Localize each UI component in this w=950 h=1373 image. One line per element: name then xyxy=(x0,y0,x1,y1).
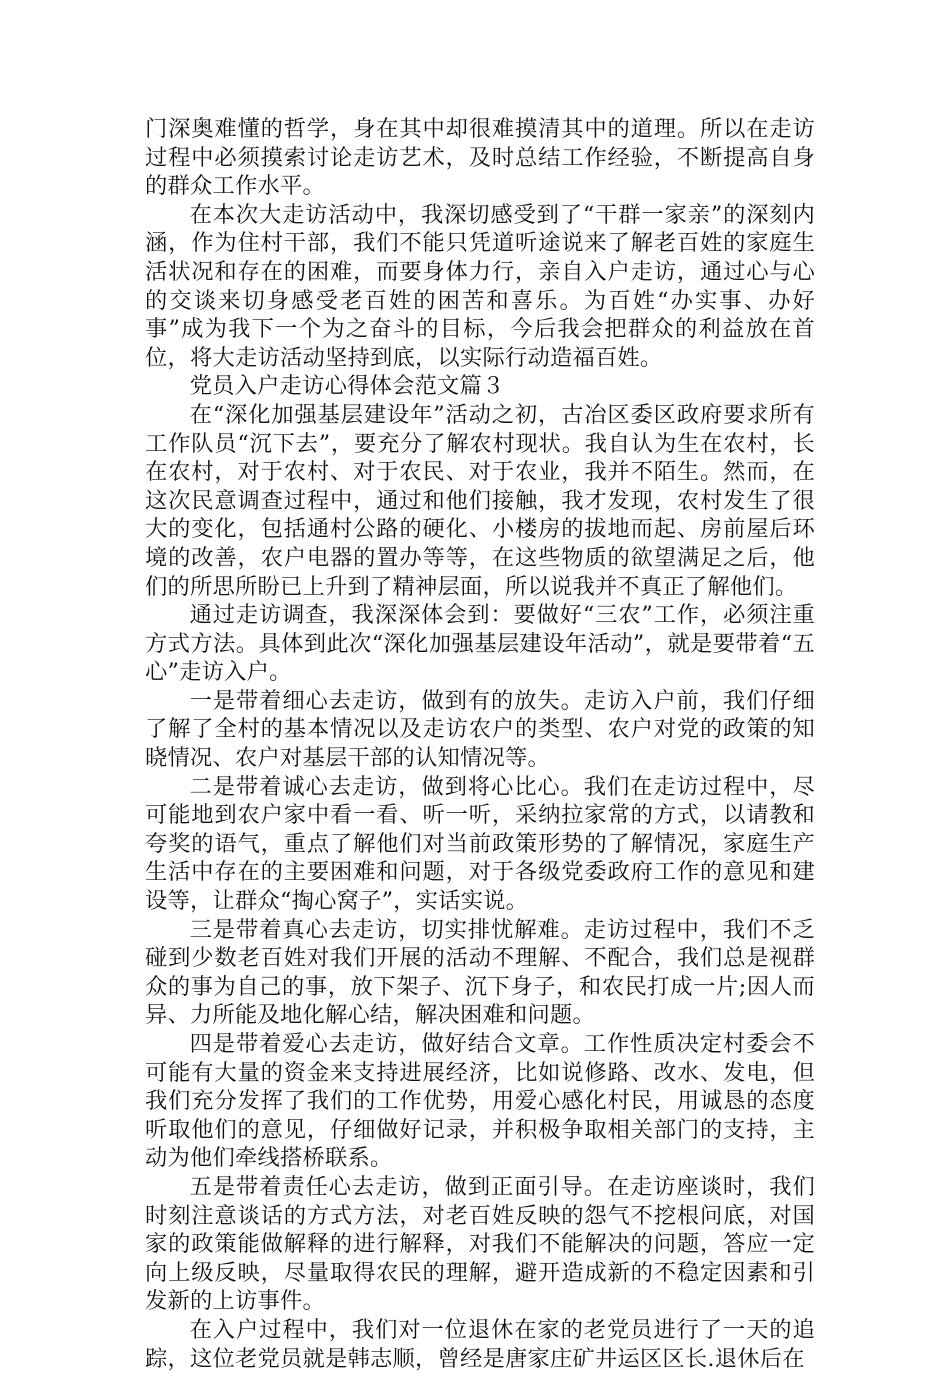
paragraph-point-one: 一是带着细心去走访，做到有的放失。走访入户前，我们仔细了解了全村的基本情况以及走访农户的类型、农户对党的政策的知晓情况、农户对基层干部的认知情况等。 xyxy=(145,687,815,772)
paragraph-intro-continuation: 门深奥难懂的哲学，身在其中却很难摸清其中的道理。所以在走访过程中必须摸索讨论走访艺术，及时总结工作经验，不断提高自身的群众工作水平。 xyxy=(145,116,815,200)
paragraph-veteran-member: 在入户过程中，我们对一位退休在家的老党员进行了一天的追踪，这位老党员就是韩志顺，曾经是唐家庄矿井运区区长.退休后在 xyxy=(145,1316,815,1372)
paragraph-point-four: 四是带着爱心去走访，做好结合文章。工作性质决定村委会不可能有大量的资金来支持进展经济，比如说修路、改水、发电，但我们充分发挥了我们的工作优势，用爱心感化村民，用诚恳的态度听取他们的意见，仔细做好记录，并积极争取相关部门的支持，主动为他们牵线搭桥联系。 xyxy=(145,1031,815,1172)
paragraph-visit-reflection: 在本次大走访活动中，我深切感受到了“干群一家亲”的深刻内涵，作为住村干部，我们不能只凭道听途说来了解老百姓的家庭生活状况和存在的困难，而要身体力行，亲自入户走访，通过心与心的交谈来切身感受老百姓的困苦和喜乐。为百姓“办实事、办好事”成为我下一个为之奋斗的目标，今后我会把群众的利益放在首位，将大走访活动坚持到底，以实际行动造福百姓。 xyxy=(145,201,815,371)
paragraph-five-hearts-intro: 通过走访调查，我深深体会到：要做好“三农”工作，必须注重方式方法。具体到此次“深化加强基层建设年活动”，就是要带着“五心”走访入户。 xyxy=(145,602,815,686)
document-page xyxy=(145,115,815,1373)
paragraph-point-two: 二是带着诚心去走访，做到将心比心。我们在走访过程中，尽可能地到农户家中看一看、听一听，采纳拉家常的方式，以请教和夸奖的语气，重点了解他们对当前政策形势的了解情况，家庭生产生活中存在的主要困难和问题，对于各级党委政府工作的意见和建设等，让群众“掏心窝子”，实话实说。 xyxy=(145,773,815,915)
section-heading: 党员入户走访心得体会范文篇３ xyxy=(189,373,505,400)
paragraph-grassroots-campaign: 在“深化加强基层建设年”活动之初，古冶区委区政府要求所有工作队员“沉下去”，要充分了解农村现状。我自认为生在农村，长在农村，对于农村、对于农民、对于农业，我并不陌生。然而，在这次民意调查过程中，通过和他们接触，我才发现，农村发生了很大的变化，包括通村公路的硬化、小楼房的拔地而起、房前屋后环境的改善，农户电器的置办等等，在这些物质的欲望满足之后，他们的所思所盼已上升到了精神层面，所以说我并不真正了解他们。 xyxy=(145,401,815,600)
paragraph-point-three: 三是带着真心去走访，切实排忧解难。走访过程中，我们不乏碰到少数老百姓对我们开展的活动不理解、不配合，我们总是视群众的事为自己的事，放下架子、沉下身子，和农民打成一片;因人而异、力所能及地化解心结，解决困难和问题。 xyxy=(145,916,815,1029)
paragraph-point-five: 五是带着责任心去走访，做到正面引导。在走访座谈时，我们时刻注意谈话的方式方法，对老百姓反映的怨气不挖根问底，对国家的政策能做解释的进行解释，对我们不能解决的问题，答应一定向上级反映，尽量取得农民的理解，避开造成新的不稳定因素和引发新的上访事件。 xyxy=(145,1173,815,1315)
